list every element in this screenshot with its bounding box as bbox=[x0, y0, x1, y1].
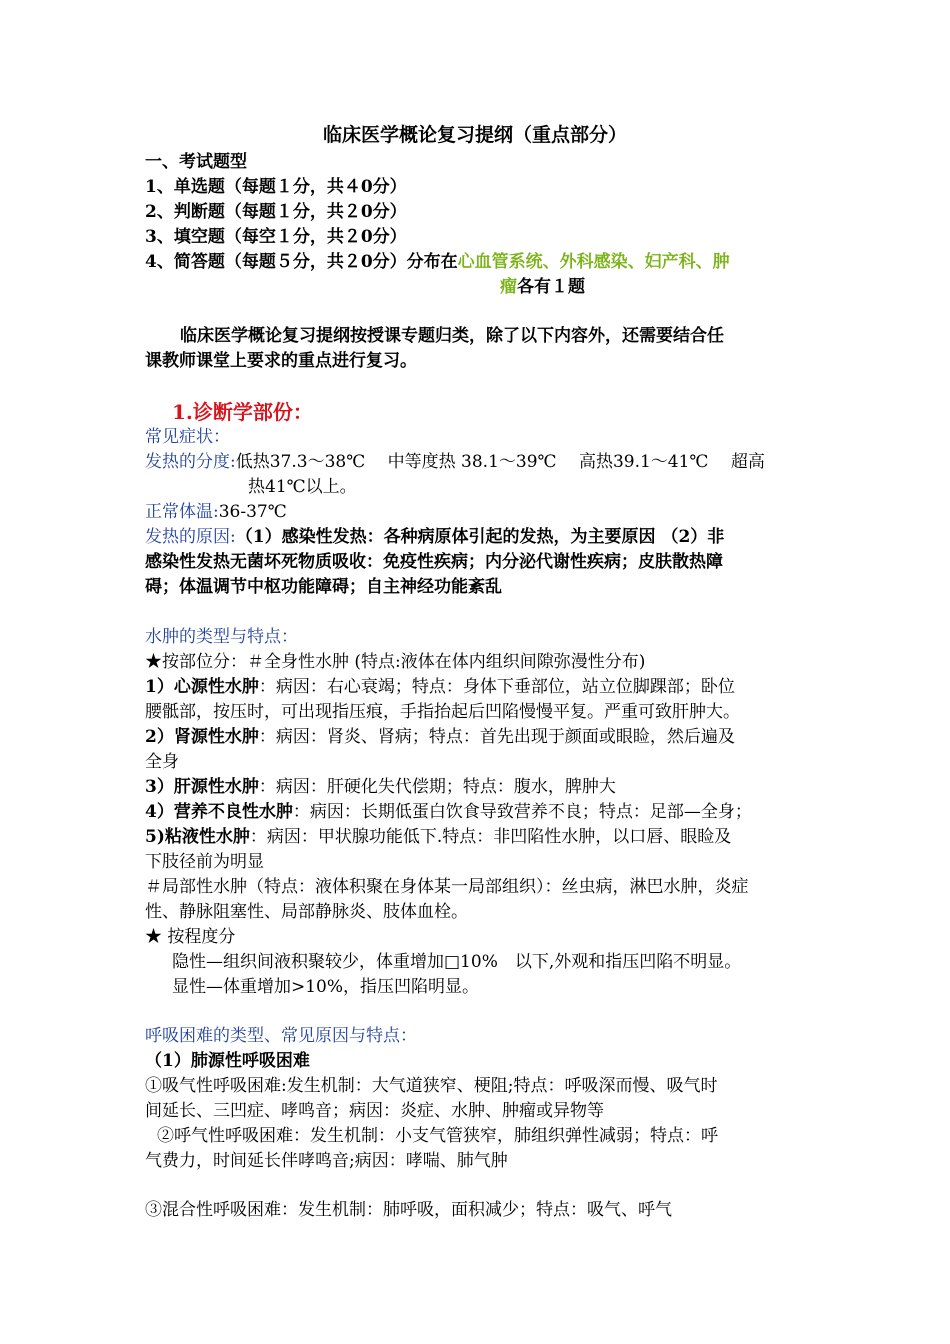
expiratory-line2: 气费力，时间延长伴哮鸣音;病因：哮喘、肺气肿 bbox=[145, 1151, 508, 1171]
exam-types-heading: 一、考试题型 bbox=[145, 152, 247, 172]
fever-grade-label: 发热的分度: bbox=[145, 452, 236, 472]
fever-cause-line2: 感染性发热无菌坏死物质吸收：免疫性疾病；内分泌代谢性疾病；皮肤散热障 bbox=[145, 552, 723, 572]
pulmonary-dyspnea-heading: （1）肺源性呼吸困难 bbox=[145, 1051, 310, 1071]
fever-grade-line2: 热41℃以上。 bbox=[248, 477, 357, 497]
visible-edema: 显性—体重增加>10%，指压凹陷明显。 bbox=[172, 977, 480, 997]
fever-grade-text: 低热37.3～38℃ 中等度热 38.1～39℃ 高热39.1～41℃ 超高 bbox=[235, 452, 765, 472]
exam-item-4-suffix: 各有１题 bbox=[517, 277, 585, 297]
edema-nutritional bbox=[145, 800, 752, 824]
edema-cardiac-title: 1）心源性水肿 bbox=[145, 677, 259, 697]
inspiratory-line1: ①吸气性呼吸困难:发生机制：大气道狭窄、梗阻;特点：呼吸深而慢、吸气时 bbox=[145, 1076, 718, 1096]
edema-myxedema-text: ：病因：甲状腺功能低下.特点：非凹陷性水肿，以口唇、眼睑及 bbox=[249, 827, 732, 847]
edema-nutritional-text: ：病因：长期低蛋白饮食导致营养不良；特点：足部—全身； bbox=[292, 802, 752, 822]
fever-cause-line3: 碍；体温调节中枢功能障碍；自主神经功能紊乱 bbox=[145, 577, 502, 597]
edema-by-location: ★按部位分：＃全身性水肿 (特点:液体在体内组织间隙弥漫性分布) bbox=[145, 652, 646, 672]
edema-nutritional-title: 4）营养不良性水肿 bbox=[145, 802, 293, 822]
edema-cardiac-cont: 腰骶部，按压时，可出现指压痕，手指抬起后凹陷慢慢平复。严重可致肝肿大。 bbox=[145, 702, 740, 722]
exam-item-3: 3、填空题（每空１分，共２0分） bbox=[145, 227, 407, 247]
edema-heading: 水肿的类型与特点： bbox=[145, 627, 298, 647]
edema-cardiac-text: ：病因：右心衰竭；特点：身体下垂部位，站立位脚踝部；卧位 bbox=[258, 677, 735, 697]
inspiratory-line2: 间延长、三凹症、哮鸣音；病因：炎症、水肿、肿瘤或异物等 bbox=[145, 1101, 604, 1121]
hidden-edema: 隐性—组织间液积聚较少，体重增加□10% 以下,外观和指压凹陷不明显。 bbox=[172, 952, 742, 972]
exam-item-4-prefix: 4、简答题（每题５分，共２0分）分布在 bbox=[145, 252, 458, 272]
edema-hepatic-text: ：病因：肝硬化失代偿期；特点：腹水，脾肿大 bbox=[258, 777, 616, 797]
local-edema-line2: 性、静脉阻塞性、局部静脉炎、肢体血栓。 bbox=[145, 902, 468, 922]
exam-item-2: 2、判断题（每题１分，共２0分） bbox=[145, 202, 407, 222]
fever-grade-line bbox=[145, 450, 765, 474]
edema-hepatic-title: 3）肝源性水肿 bbox=[145, 777, 259, 797]
fever-cause-line1 bbox=[145, 525, 724, 549]
edema-myxedema-cont: 下肢径前为明显 bbox=[145, 852, 264, 872]
normal-temp-label: 正常体温: bbox=[145, 502, 219, 522]
normal-temp-value: 36-37℃ bbox=[218, 502, 287, 522]
expiratory-line1: ②呼气性呼吸困难：发生机制：小支气管狭窄，肺组织弹性减弱；特点：呼 bbox=[157, 1126, 718, 1146]
exam-item-4-topics: 心血管系统、外科感染、妇产科、肿 bbox=[457, 252, 730, 272]
edema-renal bbox=[145, 725, 735, 749]
document-title: 临床医学概论复习提纲（重点部分） bbox=[322, 124, 627, 146]
edema-renal-text: ：病因：肾炎、肾病；特点：首先出现于颜面或眼睑，然后遍及 bbox=[258, 727, 735, 747]
edema-hepatic bbox=[145, 775, 616, 799]
dyspnea-heading: 呼吸困难的类型、常见原因与特点： bbox=[145, 1026, 417, 1046]
local-edema-line1: ＃局部性水肿（特点：液体积聚在身体某一局部组织）：丝虫病，淋巴水肿，炎症 bbox=[145, 877, 749, 897]
edema-by-degree: ★ 按程度分 bbox=[145, 927, 236, 947]
intro-paragraph-line2: 课教师课堂上要求的重点进行复习。 bbox=[145, 351, 417, 371]
edema-myxedema bbox=[145, 825, 731, 849]
edema-renal-cont: 全身 bbox=[145, 752, 179, 772]
exam-item-4 bbox=[145, 250, 730, 274]
exam-item-4-topics-cont: 瘤 bbox=[500, 277, 517, 297]
intro-paragraph-line1: 临床医学概论复习提纲按授课专题归类，除了以下内容外，还需要结合任 bbox=[180, 326, 724, 346]
fever-cause-label: 发热的原因: bbox=[145, 527, 236, 547]
fever-cause-text1: （1）感染性发热：各种病原体引起的发热，为主要原因 （2）非 bbox=[235, 527, 725, 547]
mixed-dyspnea-line1: ③混合性呼吸困难：发生机制：肺呼吸，面积减少；特点：吸气、呼气 bbox=[145, 1200, 672, 1220]
edema-renal-title: 2）肾源性水肿 bbox=[145, 727, 259, 747]
section-heading-diagnostics: 1.诊断学部份： bbox=[172, 400, 313, 424]
exam-item-1: 1、单选题（每题１分，共４0分） bbox=[145, 177, 407, 197]
edema-myxedema-title: 5)粘液性水肿 bbox=[145, 827, 250, 847]
exam-item-4-cont bbox=[500, 275, 585, 299]
common-symptoms-label: 常见症状： bbox=[145, 427, 230, 447]
normal-temp-line bbox=[145, 500, 287, 524]
edema-cardiac bbox=[145, 675, 735, 699]
